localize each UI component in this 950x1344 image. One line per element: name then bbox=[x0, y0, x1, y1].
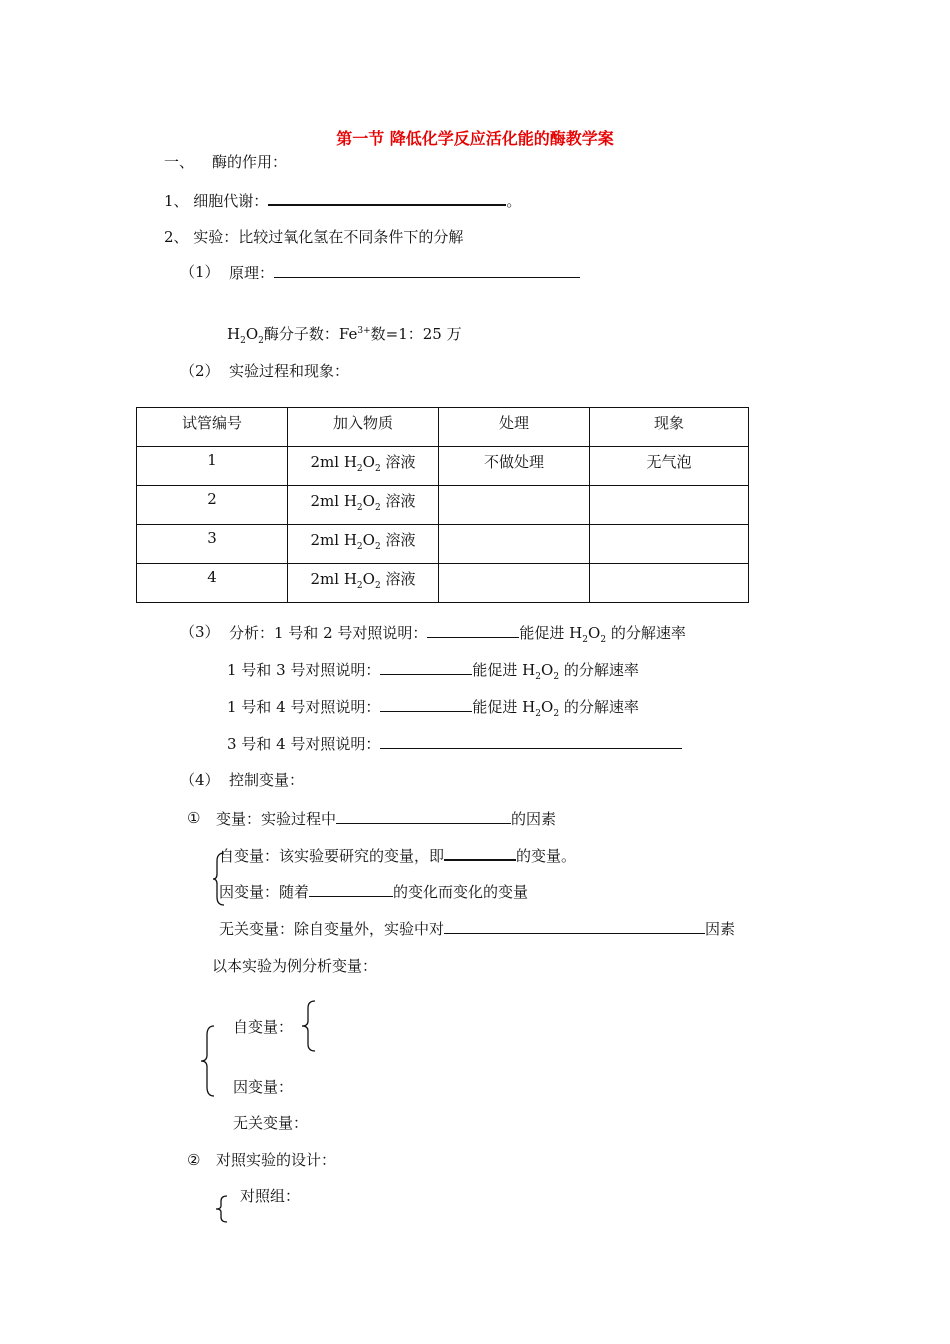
substance-cell: 2ml $H_2O_2$ 溶液 bbox=[288, 486, 439, 525]
answer-blank[interactable] bbox=[309, 881, 393, 897]
phenomenon-cell[interactable] bbox=[590, 486, 749, 525]
substance-cell: 2ml $H_2O_2$ 溶液 bbox=[288, 525, 439, 564]
page-title: 第一节 降低化学反应活化能的酶教学案 bbox=[336, 129, 614, 148]
analysis-line-1: 分析：1 号和 2 号对照说明： 能促进 $H_2O_2$ 的分解速率 bbox=[229, 624, 686, 645]
analysis-line-4: 3 号和 4 号对照说明： bbox=[227, 733, 682, 754]
treatment-cell[interactable] bbox=[439, 525, 590, 564]
item-1-label: 1、 细胞代谢： bbox=[164, 192, 269, 210]
circled-number-1: ① bbox=[187, 809, 201, 827]
brace-icon bbox=[200, 1025, 216, 1097]
tube-number-cell: 1 bbox=[137, 447, 288, 486]
example-dependent-label: 因变量： bbox=[233, 1078, 294, 1096]
item-1-end: 。 bbox=[506, 192, 522, 210]
molecule-ratio: $H_2O_2$酶分子数：$Fe^{3+}$数=1：25 万 bbox=[227, 325, 462, 346]
control-group-label: 对照组： bbox=[240, 1187, 301, 1205]
brace-icon bbox=[215, 1195, 229, 1223]
dependent-variable-line: 因变量：随着 的变化而变化的变量 bbox=[219, 883, 529, 901]
answer-blank[interactable] bbox=[268, 189, 506, 206]
part-1-number: （1） bbox=[180, 263, 220, 281]
table-row bbox=[137, 525, 749, 564]
substance-cell: 2ml $H_2O_2$ 溶液 bbox=[288, 447, 439, 486]
tube-number-cell: 4 bbox=[137, 564, 288, 603]
answer-blank[interactable] bbox=[444, 844, 516, 861]
table-row bbox=[137, 486, 749, 525]
item-2-heading: 2、 实验：比较过氧化氢在不同条件下的分解 bbox=[164, 228, 464, 246]
part-4-heading: 控制变量： bbox=[229, 771, 305, 789]
experiment-table bbox=[136, 407, 749, 603]
answer-blank[interactable] bbox=[380, 733, 682, 749]
circled-number-2: ② bbox=[187, 1151, 201, 1169]
control-design-heading: 对照实验的设计： bbox=[216, 1151, 337, 1169]
section-1-heading: 酶的作用： bbox=[212, 153, 288, 171]
answer-blank[interactable] bbox=[336, 808, 511, 824]
answer-blank[interactable] bbox=[274, 262, 580, 278]
part-4-number: （4） bbox=[180, 771, 220, 789]
table-header-cell: 加入物质 bbox=[288, 408, 439, 447]
part-2-heading: 实验过程和现象： bbox=[229, 362, 350, 380]
table-header-cell: 试管编号 bbox=[137, 408, 288, 447]
table-row bbox=[137, 564, 749, 603]
tube-number-cell: 3 bbox=[137, 525, 288, 564]
tube-number-cell: 2 bbox=[137, 486, 288, 525]
part-2-number: （2） bbox=[180, 362, 220, 380]
analysis-line-3: 1 号和 4 号对照说明： 能促进 $H_2O_2$ 的分解速率 bbox=[227, 698, 639, 719]
example-irrelevant-label: 无关变量： bbox=[233, 1114, 309, 1132]
table-row bbox=[137, 447, 749, 486]
table-header-cell: 处理 bbox=[439, 408, 590, 447]
answer-blank[interactable] bbox=[444, 918, 705, 934]
treatment-cell[interactable] bbox=[439, 564, 590, 603]
principle-label: 原理： bbox=[229, 264, 275, 282]
table-header-cell: 现象 bbox=[590, 408, 749, 447]
section-1-number: 一、 bbox=[164, 153, 195, 171]
irrelevant-variable-line: 无关变量：除自变量外，实验中对 因素 bbox=[219, 920, 736, 938]
independent-variable-line: 自变量：该实验要研究的变量，即 的变量。 bbox=[219, 844, 576, 866]
example-heading: 以本实验为例分析变量： bbox=[212, 957, 378, 975]
substance-cell: 2ml $H_2O_2$ 溶液 bbox=[288, 564, 439, 603]
principle-line bbox=[229, 262, 580, 283]
treatment-cell[interactable] bbox=[439, 486, 590, 525]
treatment-cell[interactable]: 不做处理 bbox=[439, 447, 590, 486]
variable-definition: 变量：实验过程中 的因素 bbox=[216, 810, 557, 828]
phenomenon-cell[interactable] bbox=[590, 525, 749, 564]
item-1-line bbox=[164, 189, 521, 211]
answer-blank[interactable] bbox=[427, 622, 519, 638]
answer-blank[interactable] bbox=[380, 659, 472, 675]
table-header-row bbox=[137, 408, 749, 447]
analysis-line-2: 1 号和 3 号对照说明： 能促进 $H_2O_2$ 的分解速率 bbox=[227, 661, 639, 682]
brace-icon bbox=[299, 1000, 317, 1052]
part-3-number: （3） bbox=[180, 623, 220, 641]
phenomenon-cell[interactable] bbox=[590, 564, 749, 603]
example-independent-label: 自变量： bbox=[233, 1018, 294, 1036]
phenomenon-cell[interactable]: 无气泡 bbox=[590, 447, 749, 486]
answer-blank[interactable] bbox=[380, 696, 472, 712]
